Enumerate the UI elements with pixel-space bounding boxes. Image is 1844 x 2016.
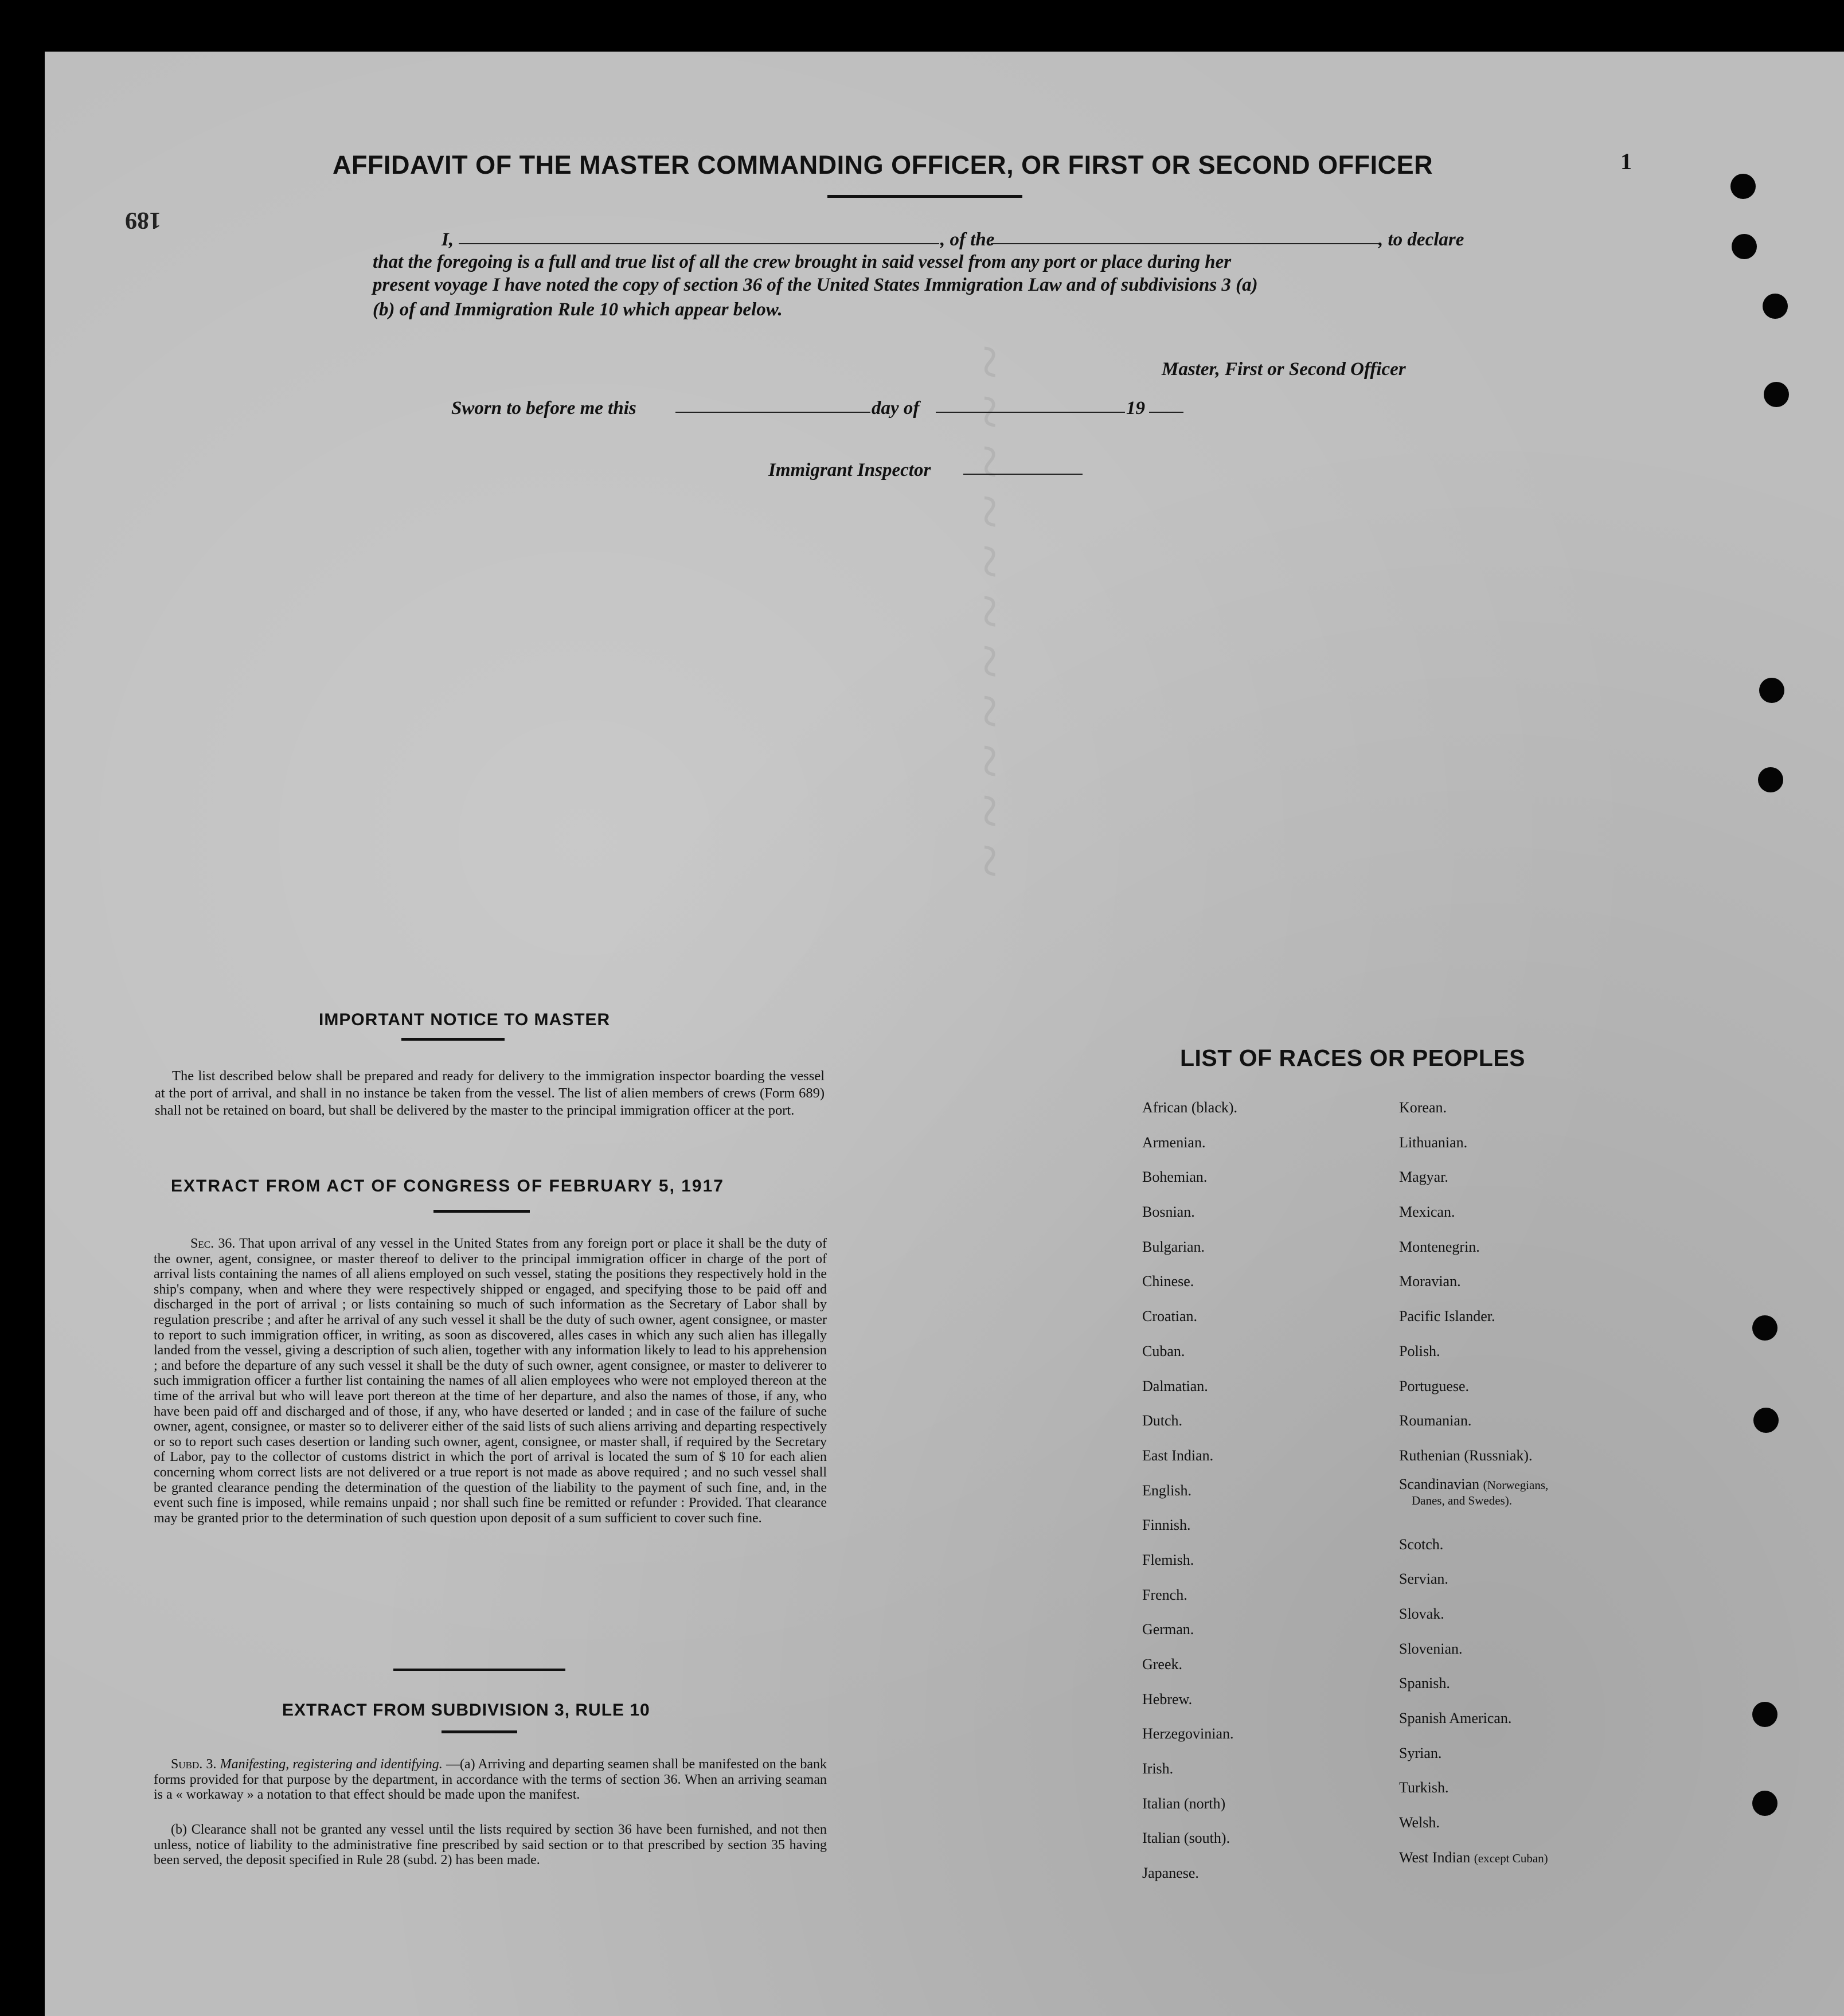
race-item-west-indian	[1399, 1841, 1548, 1876]
race-item: Italian (south).	[1142, 1830, 1230, 1847]
races-left-column	[1142, 1091, 1237, 1891]
binder-hole	[1759, 678, 1784, 703]
subd-a-text: —(a) Arriving and departing seamen shall be manifested on the bank forms provided for that purpose by the department, in accordance with the terms of section 36. When an arriving seaman is a « workaway » a notation to that effect should be made upon the manifest.	[154, 1757, 827, 1803]
declaration-line-3: present voyage I have noted the copy of section 36 of the United States Immigration Law and of subdivisions 3 (a)	[373, 275, 1258, 295]
act-section-36-text	[154, 1236, 827, 1526]
race-item: Cuban.	[1142, 1342, 1185, 1359]
binder-hole	[1752, 1315, 1777, 1341]
race-item: Pacific Islander.	[1399, 1308, 1495, 1325]
race-item: Hebrew.	[1142, 1690, 1193, 1708]
binder-hole	[1752, 1791, 1777, 1816]
race-item: Polish.	[1399, 1342, 1440, 1359]
title-underline	[827, 195, 1022, 198]
race-item: Slovak.	[1399, 1605, 1444, 1622]
race-item: Spanish.	[1399, 1675, 1450, 1692]
race-item: Dalmatian.	[1142, 1377, 1208, 1394]
race-item: Croatian.	[1142, 1308, 1198, 1325]
race-item: Korean.	[1399, 1099, 1447, 1116]
race-item: Finnish.	[1142, 1517, 1191, 1534]
binder-hole	[1763, 294, 1788, 319]
day-of-label: day of	[872, 398, 920, 419]
race-item: Bosnian.	[1142, 1204, 1195, 1221]
rule-underline	[442, 1730, 517, 1733]
declaration-line-2: that the foregoing is a full and true list of all the crew brought in said vessel from any port or place during her	[373, 252, 1232, 272]
race-item: English.	[1142, 1482, 1191, 1499]
inspector-label: Immigrant Inspector	[768, 460, 931, 480]
act-body: That upon arrival of any vessel in the United States from any foreign port or place it shall be the duty of the owner, agent, consignee, or master thereof to deliver to the principal immigration officer in charge of the port of arrival lists containing the names of all aliens employed on such vessel, stating the positions they respectively hold in the ship's company, when and where they were respectively shipped or engaged, and specifying those to be paid off and discharged in the port of arrival ; or lists containing so much of such information as the Secretary of Labor shall by regulation prescribe ; and after he arrival of any such vessel it shall be the duty of such owner, agent consignee, or master to report to such immigration officer, in writing, as soon as discovered, alles cases in which any such alien has illegally landed from the vessel, giving a description of such alien, together with any information likely to lead to his apprehension ; and before the departure of any such vessel it shall be the duty of such owner, agent consignee, or master to deliverer to such immigration officer a further list containing the names of all alien employees who were not employed thereon at the time of the arrival but who will leave port thereon at the time of her departure, and also the names of those, if any, who have been paid off and discharged and of those, if any, who have deserted or landed ; and in case of the failure of suche owner, agent, consignee, or master so to deliverer either of the said lists of such aliens arriving and departing respectively or so to report such cases desertion or landing such owner, agent, consignee, or master shall, if required by the Secretary of Labor, pay to the collector of customs district in which the port of arrival is located the sum of $ 10 for each alien concerning whom correct lists are not delivered or a true report is not made as above required ; and no such vessel shall be granted clearance pending the determination of the question of the liability to the payment of such fine, and, in the event such fine is imposed, while remains unpaid ; nor shall such fine be remitted or refunder : Provided. That clearance may be granted prior to the determination of such question upon deposit of a sum sufficient to cover such fine.	[154, 1236, 827, 1526]
race-item: Mexican.	[1399, 1204, 1455, 1221]
binder-hole	[1730, 174, 1756, 199]
affidavit-title: AFFIDAVIT OF THE MASTER COMMANDING OFFICER, OR FIRST OR SECOND OFFICER	[333, 150, 1433, 179]
race-item: Ruthenian (Russniak).	[1399, 1447, 1533, 1464]
race-item: German.	[1142, 1621, 1194, 1638]
margin-number: 189	[125, 207, 161, 233]
race-item: Servian.	[1399, 1570, 1448, 1588]
notice-underline	[401, 1038, 505, 1041]
race-item: Welsh.	[1399, 1814, 1440, 1831]
race-item: Portuguese.	[1399, 1377, 1470, 1394]
notice-text: The list described below shall be prepared and ready for delivery to the immigration inspector boarding the vessel at the port of arrival, and shall in no instance be taken from the vessel. The list of alien members of crews (Form 689) shall not be retained on board, but shall be delivered by the master to the principal immigration officer at the port.	[155, 1068, 825, 1118]
race-item: Roumanian.	[1399, 1412, 1472, 1429]
race-item: Scotch.	[1399, 1536, 1444, 1553]
act-heading: EXTRACT FROM ACT OF CONGRESS OF FEBRUARY 5, 1917	[171, 1177, 724, 1195]
rule-subdivision-a	[154, 1757, 827, 1803]
to-declare-label: , to declare	[1378, 229, 1464, 250]
rule-subdivision-b: (b) Clearance shall not be granted any vessel until the lists required by section 36 have been furnished, and not then unless, notice of liability to the administrative fine prescribed by said section or to that prescribed by section 35 having been served, the deposit specified in Rule 28 (subd. 2) has been made.	[154, 1822, 827, 1868]
vessel-blank[interactable]	[991, 243, 1378, 244]
races-right-column	[1399, 1091, 1548, 1875]
margin-mark: 1	[1620, 149, 1632, 174]
race-item: Greek.	[1142, 1656, 1183, 1673]
binder-hole	[1732, 234, 1757, 259]
subd-label: Subd. 3.	[171, 1757, 217, 1772]
race-item: Irish.	[1142, 1760, 1174, 1777]
west-indian-note: (except Cuban)	[1474, 1851, 1548, 1865]
i-label: I,	[442, 229, 454, 250]
scandinavian-label: Scandinavian	[1399, 1475, 1480, 1493]
race-item: Slovenian.	[1399, 1640, 1463, 1657]
binder-hole	[1764, 382, 1789, 407]
race-item: Turkish.	[1399, 1779, 1449, 1796]
race-item: Moravian.	[1399, 1273, 1461, 1290]
race-item: Armenian.	[1142, 1134, 1206, 1151]
act-end-rule	[393, 1669, 565, 1671]
race-item: Syrian.	[1399, 1744, 1442, 1761]
race-item: Montenegrin.	[1399, 1238, 1480, 1255]
binder-hole	[1758, 767, 1783, 792]
of-the-label: , of the	[940, 229, 995, 250]
sworn-day-blank[interactable]	[675, 412, 870, 413]
sworn-month-blank[interactable]	[936, 412, 1125, 413]
sworn-year-blank[interactable]	[1149, 412, 1183, 413]
races-heading: LIST OF RACES OR PEOPLES	[1180, 1045, 1526, 1071]
binder-hole	[1752, 1702, 1777, 1727]
race-item: Dutch.	[1142, 1412, 1183, 1429]
race-item: Herzegovinian.	[1142, 1725, 1234, 1742]
declaration-line-4: (b) of and Immigration Rule 10 which appear below.	[373, 299, 783, 320]
race-item: Bohemian.	[1142, 1169, 1208, 1186]
race-item: Spanish American.	[1399, 1710, 1512, 1726]
west-indian-label: West Indian	[1399, 1849, 1471, 1866]
race-item: East Indian.	[1142, 1447, 1214, 1464]
act-underline	[433, 1210, 530, 1213]
race-item: Bulgarian.	[1142, 1238, 1205, 1255]
scandinavian-paren: (Norwegians,	[1483, 1478, 1549, 1492]
race-item: Lithuanian.	[1399, 1134, 1468, 1151]
document-sheet	[45, 52, 1844, 2016]
race-item-scandinavian	[1399, 1474, 1548, 1527]
race-item: Flemish.	[1142, 1551, 1194, 1568]
inspector-blank[interactable]	[963, 474, 1083, 475]
master-signature-label: Master, First or Second Officer	[1162, 359, 1406, 380]
notice-heading: IMPORTANT NOTICE TO MASTER	[319, 1010, 611, 1029]
scandinavian-sub: Danes, and Swedes).	[1412, 1493, 1512, 1507]
race-item: Japanese.	[1142, 1865, 1199, 1882]
name-blank[interactable]	[459, 243, 939, 244]
year-prefix: 19	[1126, 398, 1145, 419]
binder-hole	[1753, 1408, 1779, 1433]
declaration-line-1	[442, 228, 454, 251]
race-item: African (black).	[1142, 1099, 1238, 1116]
sec-label: Sec. 36.	[190, 1236, 236, 1251]
race-item: French.	[1142, 1586, 1187, 1603]
sworn-label: Sworn to before me this	[451, 398, 636, 419]
subd-title: Manifesting, registering and identifying.	[220, 1757, 443, 1772]
race-item: Chinese.	[1142, 1273, 1194, 1290]
rule-heading: EXTRACT FROM SUBDIVISION 3, RULE 10	[282, 1701, 650, 1720]
race-item: Italian (north)	[1142, 1795, 1226, 1812]
bleed-through-script: ~ ~ ~ ~ ~ ~ ~ ~ ~ ~ ~	[955, 344, 1025, 877]
race-item: Magyar.	[1399, 1169, 1448, 1186]
